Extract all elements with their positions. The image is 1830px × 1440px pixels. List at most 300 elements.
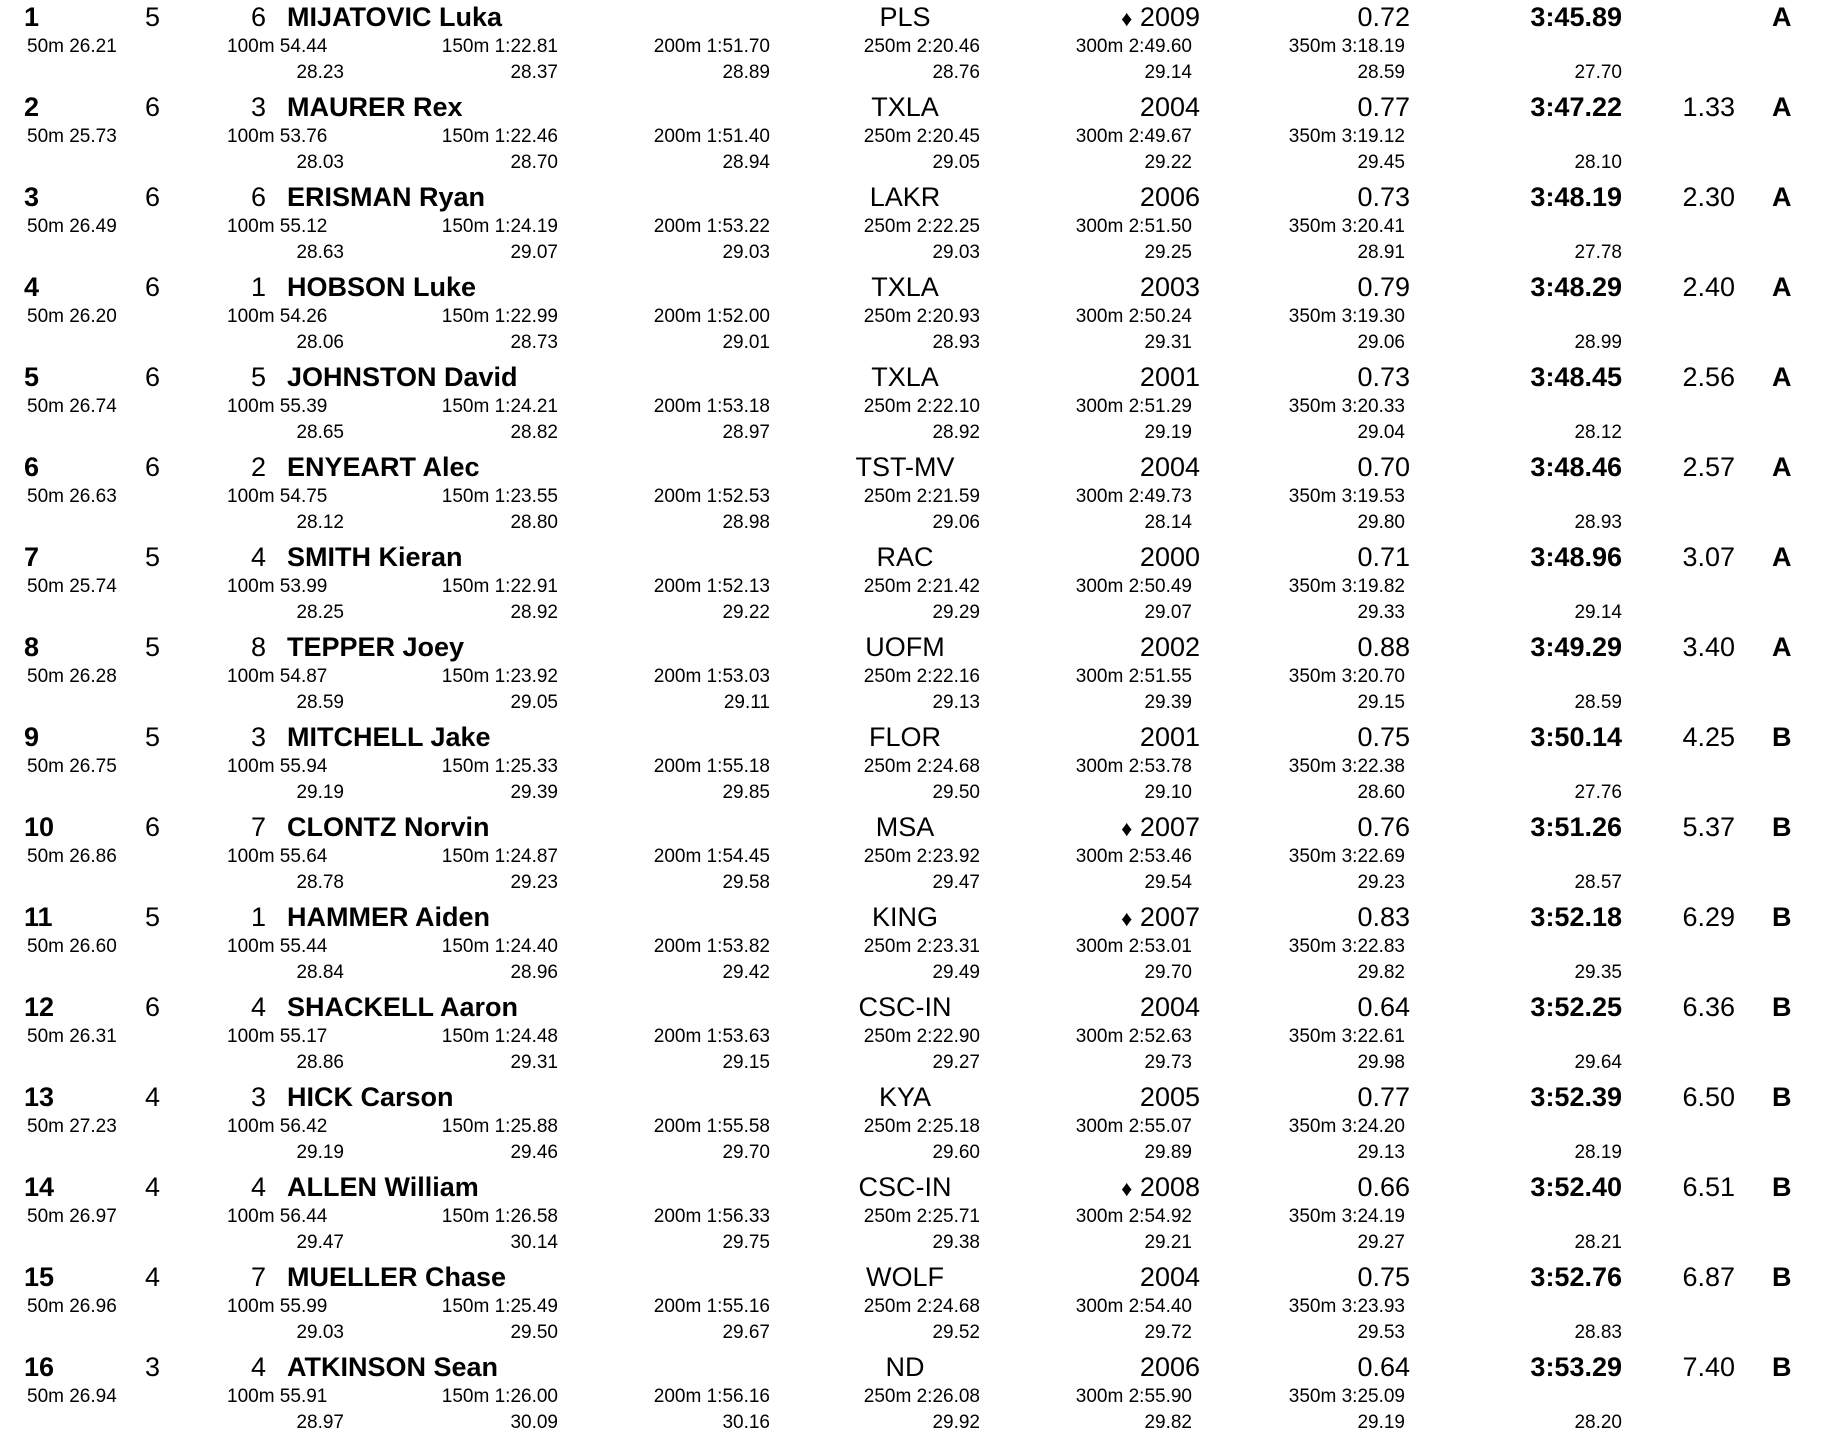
- split-350: 350m 3:20.33: [1288, 396, 1405, 417]
- reaction-time: 0.75: [1357, 1262, 1410, 1292]
- result-entry: [0, 810, 1830, 900]
- split-350: 350m 3:22.61: [1288, 1026, 1405, 1047]
- final-time: 3:48.29: [1530, 272, 1622, 302]
- split-250: 250m 2:24.68: [863, 756, 980, 777]
- year-value: 2004: [1139, 452, 1200, 482]
- lap-100: 28.78: [296, 872, 344, 893]
- lap-200: 29.15: [722, 1052, 770, 1073]
- lap-250: 28.76: [932, 62, 980, 83]
- result-entry: [0, 1350, 1830, 1440]
- split-150: 150m 1:24.21: [441, 396, 558, 417]
- lap-350: 29.27: [1357, 1232, 1405, 1253]
- split-100: 100m 56.42: [227, 1116, 328, 1137]
- lap-100: 28.59: [296, 692, 344, 713]
- swimmer-name: HICK Carson: [287, 1082, 454, 1112]
- lap-300: 29.25: [1144, 242, 1192, 263]
- lane: 4: [250, 992, 266, 1022]
- result-entry: [0, 900, 1830, 990]
- heat: 6: [144, 452, 160, 482]
- split-150: 150m 1:24.19: [441, 216, 558, 237]
- heat: 5: [144, 632, 160, 662]
- split-50: 50m 26.49: [27, 216, 117, 237]
- lap-100: 29.19: [296, 782, 344, 803]
- club: RAC: [876, 542, 934, 572]
- lap-250: 29.05: [932, 152, 980, 173]
- lap-250: 29.60: [932, 1142, 980, 1163]
- birth-year: [1030, 1354, 1200, 1381]
- split-150: 150m 1:22.91: [441, 576, 558, 597]
- birth-year: [1030, 454, 1200, 481]
- split-300: 300m 2:53.78: [1075, 756, 1192, 777]
- place: 16: [24, 1352, 55, 1382]
- split-100: 100m 55.99: [227, 1296, 328, 1317]
- lap-350: 28.91: [1357, 242, 1405, 263]
- time-behind: 2.56: [1682, 362, 1735, 392]
- lane: 4: [250, 1352, 266, 1382]
- club: ND: [885, 1352, 925, 1382]
- reaction-time: 0.64: [1357, 992, 1410, 1022]
- lap-100: 29.03: [296, 1322, 344, 1343]
- lap-150: 28.92: [510, 602, 558, 623]
- split-250: 250m 2:26.08: [863, 1386, 980, 1407]
- lane: 5: [250, 362, 266, 392]
- split-300: 300m 2:50.24: [1075, 306, 1192, 327]
- swimmer-name: ERISMAN Ryan: [287, 182, 486, 212]
- heat: 5: [144, 542, 160, 572]
- split-150: 150m 1:23.92: [441, 666, 558, 687]
- final-time: 3:52.18: [1530, 902, 1622, 932]
- lap-400: 27.78: [1574, 242, 1622, 263]
- year-value: 2006: [1139, 1352, 1200, 1382]
- split-100: 100m 54.87: [227, 666, 328, 687]
- split-100: 100m 56.44: [227, 1206, 328, 1227]
- lap-250: 29.13: [932, 692, 980, 713]
- result-entry: [0, 1260, 1830, 1350]
- lap-100: 28.97: [296, 1412, 344, 1433]
- lane: 6: [250, 2, 266, 32]
- birth-year: [1030, 994, 1200, 1021]
- reaction-time: 0.83: [1357, 902, 1410, 932]
- lap-250: 29.47: [932, 872, 980, 893]
- split-50: 50m 26.31: [27, 1026, 117, 1047]
- lane: 6: [250, 182, 266, 212]
- qualifier: A: [1772, 632, 1792, 662]
- lap-250: 29.49: [932, 962, 980, 983]
- split-200: 200m 1:56.33: [653, 1206, 770, 1227]
- swimmer-name: ATKINSON Sean: [287, 1352, 499, 1382]
- club: PLS: [879, 2, 931, 32]
- split-200: 200m 1:54.45: [653, 846, 770, 867]
- lap-200: 30.16: [722, 1412, 770, 1433]
- swimmer-name: CLONTZ Norvin: [287, 812, 490, 842]
- final-time: 3:51.26: [1530, 812, 1622, 842]
- lap-300: 29.22: [1144, 152, 1192, 173]
- club: LAKR: [869, 182, 941, 212]
- lap-200: 29.58: [722, 872, 770, 893]
- lap-200: 29.11: [723, 692, 770, 713]
- reaction-time: 0.64: [1357, 1352, 1410, 1382]
- split-250: 250m 2:22.25: [863, 216, 980, 237]
- split-300: 300m 2:55.07: [1075, 1116, 1192, 1137]
- lap-400: 28.21: [1574, 1232, 1622, 1253]
- lap-150: 28.82: [510, 422, 558, 443]
- diamond-icon: ♦: [1121, 816, 1133, 841]
- split-200: 200m 1:51.40: [653, 126, 770, 147]
- birth-year: [1030, 1084, 1200, 1111]
- lap-350: 29.98: [1357, 1052, 1405, 1073]
- split-250: 250m 2:20.46: [863, 36, 980, 57]
- swimmer-name: HOBSON Luke: [287, 272, 477, 302]
- split-300: 300m 2:54.92: [1075, 1206, 1192, 1227]
- split-150: 150m 1:24.48: [441, 1026, 558, 1047]
- time-behind: 3.07: [1682, 542, 1735, 572]
- final-time: 3:52.40: [1530, 1172, 1622, 1202]
- heat: 6: [144, 92, 160, 122]
- heat: 5: [144, 722, 160, 752]
- split-200: 200m 1:53.18: [653, 396, 770, 417]
- lap-200: 29.70: [722, 1142, 770, 1163]
- lap-350: 28.59: [1357, 62, 1405, 83]
- reaction-time: 0.72: [1357, 2, 1410, 32]
- place: 6: [24, 452, 40, 482]
- split-200: 200m 1:55.16: [653, 1296, 770, 1317]
- lap-300: 29.19: [1144, 422, 1192, 443]
- final-time: 3:53.29: [1530, 1352, 1622, 1382]
- split-350: 350m 3:22.83: [1288, 936, 1405, 957]
- reaction-time: 0.66: [1357, 1172, 1410, 1202]
- time-behind: 6.51: [1682, 1172, 1735, 1202]
- split-200: 200m 1:56.16: [653, 1386, 770, 1407]
- lap-250: 29.92: [932, 1412, 980, 1433]
- heat: 6: [144, 182, 160, 212]
- swimmer-name: HAMMER Aiden: [287, 902, 490, 932]
- year-value: 2001: [1139, 362, 1200, 392]
- split-350: 350m 3:20.70: [1288, 666, 1405, 687]
- lane: 3: [250, 92, 266, 122]
- result-entry: [0, 180, 1830, 270]
- qualifier: B: [1772, 1082, 1792, 1112]
- place: 9: [24, 722, 40, 752]
- lap-300: 29.31: [1144, 332, 1192, 353]
- lap-150: 29.23: [510, 872, 558, 893]
- lap-100: 29.47: [296, 1232, 344, 1253]
- lap-100: 29.19: [296, 1142, 344, 1163]
- club: TXLA: [871, 272, 939, 302]
- lap-400: 29.35: [1574, 962, 1622, 983]
- split-250: 250m 2:22.16: [863, 666, 980, 687]
- lane: 8: [250, 632, 266, 662]
- lap-350: 29.19: [1357, 1412, 1405, 1433]
- split-50: 50m 26.86: [27, 846, 117, 867]
- split-150: 150m 1:25.33: [441, 756, 558, 777]
- lap-200: 28.94: [722, 152, 770, 173]
- reaction-time: 0.77: [1357, 92, 1410, 122]
- split-200: 200m 1:52.00: [653, 306, 770, 327]
- heat: 3: [144, 1352, 160, 1382]
- lap-100: 28.25: [296, 602, 344, 623]
- lap-200: 29.67: [722, 1322, 770, 1343]
- reaction-time: 0.77: [1357, 1082, 1410, 1112]
- split-50: 50m 26.21: [27, 36, 117, 57]
- qualifier: A: [1772, 2, 1792, 32]
- swimmer-name: MIJATOVIC Luka: [287, 2, 503, 32]
- birth-year: [1030, 364, 1200, 391]
- lap-100: 28.63: [296, 242, 344, 263]
- final-time: 3:48.45: [1530, 362, 1622, 392]
- year-value: 2004: [1139, 92, 1200, 122]
- split-50: 50m 27.23: [27, 1116, 117, 1137]
- year-value: 2006: [1139, 182, 1200, 212]
- split-300: 300m 2:53.46: [1075, 846, 1192, 867]
- final-time: 3:52.39: [1530, 1082, 1622, 1112]
- lap-350: 29.82: [1357, 962, 1405, 983]
- time-behind: 1.33: [1682, 92, 1735, 122]
- lap-350: 29.53: [1357, 1322, 1405, 1343]
- split-50: 50m 26.28: [27, 666, 117, 687]
- heat: 6: [144, 812, 160, 842]
- lap-150: 29.31: [510, 1052, 558, 1073]
- lap-400: 27.76: [1574, 782, 1622, 803]
- birth-year: [1030, 1174, 1200, 1201]
- lap-400: 28.99: [1574, 332, 1622, 353]
- lap-300: 29.82: [1144, 1412, 1192, 1433]
- lap-200: 28.98: [722, 512, 770, 533]
- birth-year: [1030, 814, 1200, 841]
- split-250: 250m 2:25.18: [863, 1116, 980, 1137]
- split-150: 150m 1:25.88: [441, 1116, 558, 1137]
- split-250: 250m 2:22.90: [863, 1026, 980, 1047]
- final-time: 3:50.14: [1530, 722, 1622, 752]
- lap-100: 28.84: [296, 962, 344, 983]
- lap-350: 29.06: [1357, 332, 1405, 353]
- split-50: 50m 26.60: [27, 936, 117, 957]
- lane: 3: [250, 722, 266, 752]
- birth-year: [1030, 634, 1200, 661]
- club: TXLA: [871, 92, 939, 122]
- place: 11: [24, 902, 53, 932]
- birth-year: [1030, 1264, 1200, 1291]
- birth-year: [1030, 724, 1200, 751]
- time-behind: 2.57: [1682, 452, 1735, 482]
- reaction-time: 0.73: [1357, 362, 1410, 392]
- year-value: 2008: [1139, 1172, 1200, 1202]
- year-value: 2002: [1139, 632, 1200, 662]
- split-250: 250m 2:23.92: [863, 846, 980, 867]
- split-100: 100m 53.76: [227, 126, 328, 147]
- reaction-time: 0.71: [1357, 542, 1410, 572]
- time-behind: 7.40: [1682, 1352, 1735, 1382]
- lap-350: 29.45: [1357, 152, 1405, 173]
- split-250: 250m 2:25.71: [863, 1206, 980, 1227]
- swimmer-name: ENYEART Alec: [287, 452, 480, 482]
- lap-250: 28.93: [932, 332, 980, 353]
- lane: 1: [250, 272, 266, 302]
- split-300: 300m 2:49.67: [1075, 126, 1192, 147]
- split-200: 200m 1:53.03: [653, 666, 770, 687]
- lap-200: 29.42: [722, 962, 770, 983]
- split-200: 200m 1:53.22: [653, 216, 770, 237]
- split-200: 200m 1:52.53: [653, 486, 770, 507]
- lap-300: 29.07: [1144, 602, 1192, 623]
- final-time: 3:49.29: [1530, 632, 1622, 662]
- birth-year: [1030, 184, 1200, 211]
- place: 15: [24, 1262, 55, 1292]
- lap-350: 29.80: [1357, 512, 1405, 533]
- lap-300: 29.89: [1144, 1142, 1192, 1163]
- split-100: 100m 55.64: [227, 846, 328, 867]
- birth-year: [1030, 4, 1200, 31]
- diamond-icon: ♦: [1121, 6, 1133, 31]
- split-350: 350m 3:22.38: [1288, 756, 1405, 777]
- lap-250: 29.27: [932, 1052, 980, 1073]
- place: 7: [24, 542, 40, 572]
- lap-400: 28.12: [1574, 422, 1622, 443]
- heat: 4: [144, 1172, 160, 1202]
- lap-200: 29.22: [722, 602, 770, 623]
- split-50: 50m 25.74: [27, 576, 117, 597]
- place: 5: [24, 362, 40, 392]
- split-300: 300m 2:51.55: [1075, 666, 1192, 687]
- birth-year: [1030, 904, 1200, 931]
- final-time: 3:48.46: [1530, 452, 1622, 482]
- split-300: 300m 2:52.63: [1075, 1026, 1192, 1047]
- swimmer-name: JOHNSTON David: [287, 362, 518, 392]
- lane: 2: [250, 452, 266, 482]
- split-150: 150m 1:24.40: [441, 936, 558, 957]
- swimmer-name: SMITH Kieran: [287, 542, 463, 572]
- split-150: 150m 1:26.58: [441, 1206, 558, 1227]
- split-350: 350m 3:24.20: [1288, 1116, 1405, 1137]
- split-150: 150m 1:26.00: [441, 1386, 558, 1407]
- lap-100: 28.03: [296, 152, 344, 173]
- lap-250: 29.29: [932, 602, 980, 623]
- lap-100: 28.06: [296, 332, 344, 353]
- split-350: 350m 3:19.12: [1288, 126, 1405, 147]
- club: CSC-IN: [858, 992, 952, 1022]
- lane: 7: [250, 1262, 266, 1292]
- split-300: 300m 2:51.50: [1075, 216, 1192, 237]
- split-150: 150m 1:22.81: [441, 36, 558, 57]
- final-time: 3:45.89: [1530, 2, 1622, 32]
- lap-350: 29.13: [1357, 1142, 1405, 1163]
- swimmer-name: ALLEN William: [287, 1172, 479, 1202]
- lap-250: 28.92: [932, 422, 980, 443]
- lap-100: 28.65: [296, 422, 344, 443]
- split-350: 350m 3:25.09: [1288, 1386, 1405, 1407]
- year-value: 2007: [1139, 812, 1200, 842]
- split-200: 200m 1:51.70: [653, 36, 770, 57]
- qualifier: B: [1772, 1262, 1792, 1292]
- lap-200: 28.89: [722, 62, 770, 83]
- time-behind: 6.29: [1682, 902, 1735, 932]
- lap-200: 29.75: [722, 1232, 770, 1253]
- lap-250: 29.50: [932, 782, 980, 803]
- lap-150: 30.09: [510, 1412, 558, 1433]
- lap-200: 29.01: [722, 332, 770, 353]
- lap-400: 29.64: [1574, 1052, 1622, 1073]
- split-50: 50m 26.20: [27, 306, 117, 327]
- result-entry: [0, 990, 1830, 1080]
- split-100: 100m 54.75: [227, 486, 328, 507]
- reaction-time: 0.76: [1357, 812, 1410, 842]
- qualifier: B: [1772, 722, 1792, 752]
- club: UOFM: [865, 632, 945, 662]
- time-behind: 6.36: [1682, 992, 1735, 1022]
- place: 8: [24, 632, 40, 662]
- lap-100: 28.23: [296, 62, 344, 83]
- lap-400: 28.59: [1574, 692, 1622, 713]
- split-50: 50m 25.73: [27, 126, 117, 147]
- lane: 4: [250, 1172, 266, 1202]
- birth-year: [1030, 274, 1200, 301]
- year-value: 2004: [1139, 1262, 1200, 1292]
- time-behind: 5.37: [1682, 812, 1735, 842]
- split-100: 100m 54.44: [227, 36, 328, 57]
- lap-400: 27.70: [1574, 62, 1622, 83]
- year-value: 2009: [1139, 2, 1200, 32]
- swimmer-name: TEPPER Joey: [287, 632, 465, 662]
- split-100: 100m 55.17: [227, 1026, 328, 1047]
- result-entry: [0, 360, 1830, 450]
- lap-300: 29.21: [1144, 1232, 1192, 1253]
- result-entry: [0, 0, 1830, 90]
- year-value: 2005: [1139, 1082, 1200, 1112]
- heat: 5: [144, 2, 160, 32]
- lap-300: 29.72: [1144, 1322, 1192, 1343]
- split-100: 100m 55.39: [227, 396, 328, 417]
- heat: 6: [144, 362, 160, 392]
- qualifier: A: [1772, 92, 1792, 122]
- club: FLOR: [868, 722, 941, 752]
- club: WOLF: [866, 1262, 944, 1292]
- split-200: 200m 1:52.13: [653, 576, 770, 597]
- lap-300: 29.70: [1144, 962, 1192, 983]
- lap-400: 28.57: [1574, 872, 1622, 893]
- result-entry: [0, 720, 1830, 810]
- lane: 3: [250, 1082, 266, 1112]
- place: 2: [24, 92, 40, 122]
- result-entry: [0, 630, 1830, 720]
- split-200: 200m 1:53.82: [653, 936, 770, 957]
- split-250: 250m 2:23.31: [863, 936, 980, 957]
- result-entry: [0, 1170, 1830, 1260]
- split-200: 200m 1:55.58: [653, 1116, 770, 1137]
- lap-400: 28.20: [1574, 1412, 1622, 1433]
- swimmer-name: MITCHELL Jake: [287, 722, 491, 752]
- lap-150: 28.96: [510, 962, 558, 983]
- lap-350: 29.15: [1357, 692, 1405, 713]
- split-300: 300m 2:49.60: [1075, 36, 1192, 57]
- place: 14: [24, 1172, 55, 1202]
- split-50: 50m 26.74: [27, 396, 117, 417]
- split-250: 250m 2:20.93: [863, 306, 980, 327]
- lap-350: 28.60: [1357, 782, 1405, 803]
- qualifier: B: [1772, 992, 1792, 1022]
- swimmer-name: MAURER Rex: [287, 92, 463, 122]
- lap-200: 29.03: [722, 242, 770, 263]
- lap-150: 29.07: [510, 242, 558, 263]
- lap-150: 28.37: [510, 62, 558, 83]
- lap-400: 28.93: [1574, 512, 1622, 533]
- split-200: 200m 1:55.18: [653, 756, 770, 777]
- final-time: 3:48.96: [1530, 542, 1622, 572]
- heat: 6: [144, 992, 160, 1022]
- split-50: 50m 26.97: [27, 1206, 117, 1227]
- result-entry: [0, 90, 1830, 180]
- heat: 6: [144, 272, 160, 302]
- lap-400: 28.19: [1574, 1142, 1622, 1163]
- reaction-time: 0.79: [1357, 272, 1410, 302]
